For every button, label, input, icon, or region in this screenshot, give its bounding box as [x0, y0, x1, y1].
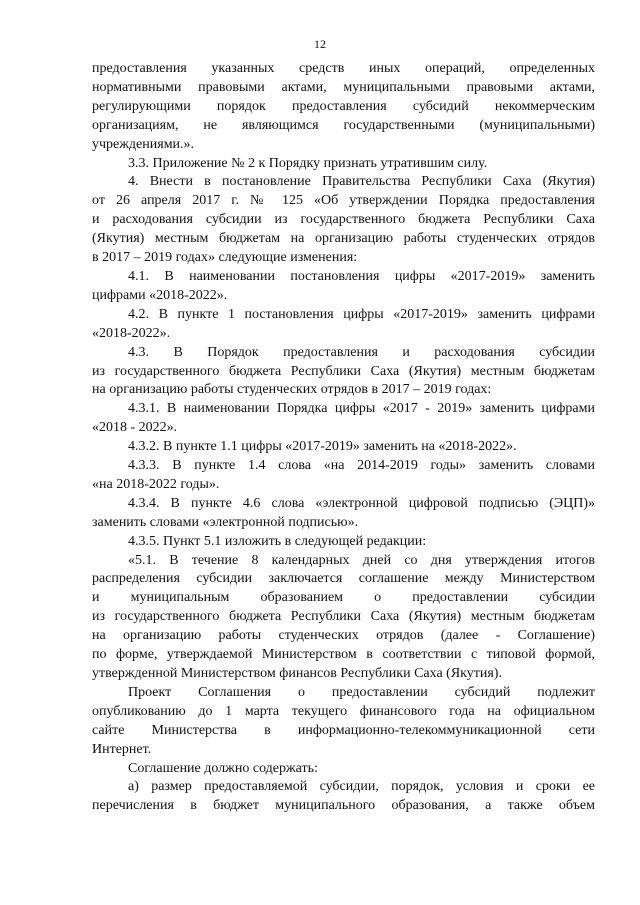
text-line: «2018-2022».: [92, 325, 171, 341]
text-line: «на 2018-2022 годы».: [92, 476, 220, 492]
text-line: 4. Внести в постановление Правительства Республики Саха (Якутия): [128, 174, 595, 190]
text-line: (Якутия) местным бюджетам на организацию работы студенческих отрядов: [92, 231, 595, 247]
text-line: 4.3.3. В пункте 1.4 слова «на 2014-2019 годы» заменить словами: [128, 458, 595, 474]
text-line: от 26 апреля 2017 г. № 125 «Об утверждении Порядка предоставления: [92, 193, 595, 209]
text-line: на организацию работы студенческих отрядов в 2017 – 2019 годах:: [92, 382, 492, 398]
text-line: утвержденной Министерством финансов Республики Саха (Якутия).: [92, 666, 502, 681]
page-number: 12: [314, 37, 326, 51]
text-line: 4.3. В Порядок предоставления и расходования субсидии: [128, 344, 595, 360]
text-line: опубликованию до 1 марта текущего финансового года на официальном: [92, 703, 595, 719]
text-line: а) размер предоставляемой субсидии, порядок, условия и сроки ее: [128, 779, 595, 795]
text-line: регулирующими порядок предоставления субсидий некоммерческим: [92, 98, 595, 114]
text-line: 3.3. Приложение № 2 к Порядку признать утратившим силу.: [128, 155, 488, 171]
text-line: «5.1. В течение 8 календарных дней со дня утверждения итогов: [128, 552, 595, 568]
text-line: 4.3.5. Пункт 5.1 изложить в следующей редакции:: [128, 533, 427, 549]
text-line: 4.1. В наименовании постановления цифры «2017-2019» заменить: [128, 268, 595, 284]
text-line: нормативными правовыми актами, муниципальными правовыми актами,: [92, 79, 595, 95]
text-line: на организацию работы студенческих отрядов (далее - Соглашение): [92, 628, 595, 644]
text-line: распределения субсидии заключается соглашение между Министерством: [92, 571, 595, 587]
text-line: цифрами «2018-2022».: [92, 287, 228, 303]
text-line: Соглашение должно содержать:: [128, 760, 318, 776]
document-body: [92, 60, 595, 816]
text-line: Проект Соглашения о предоставлении субсидий подлежит: [128, 684, 595, 700]
text-line: организациям, не являющимся государственными (муниципальными): [92, 117, 595, 133]
text-line: перечисления в бюджет муниципального образования, а также объем: [92, 798, 595, 814]
text-line: и муниципальным образованием о предоставлении субсидии: [92, 590, 595, 606]
text-line: учреждениями.».: [92, 136, 195, 152]
text-line: «2018 - 2022».: [92, 420, 178, 436]
text-line: 4.3.2. В пункте 1.1 цифры «2017-2019» заменить на «2018-2022».: [128, 439, 517, 455]
text-line: 4.3.4. В пункте 4.6 слова «электронной цифровой подписью (ЭЦП)»: [128, 495, 595, 511]
text-line: из государственного бюджета Республики Саха (Якутия) местным бюджетам: [92, 363, 595, 379]
text-line: и расходования субсидии из государственного бюджета Республики Саха: [92, 212, 595, 228]
text-line: заменить словами «электронной подписью».: [92, 514, 359, 530]
text-line: в 2017 – 2019 годах» следующие изменения:: [92, 250, 358, 266]
text-line: из государственного бюджета Республики Саха (Якутия) местным бюджетам: [92, 609, 595, 625]
text-line: предоставления указанных средств иных операций, определенных: [92, 61, 595, 76]
text-line: сайте Министерства в информационно-телекоммуникационной сети: [92, 722, 595, 738]
text-line: 4.2. В пункте 1 постановления цифры «2017-2019» заменить цифрами: [128, 306, 595, 322]
text-line: по форме, утверждаемой Министерством в соответствии с типовой формой,: [92, 647, 595, 663]
text-line: 4.3.1. В наименовании Порядка цифры «2017 - 2019» заменить цифрами: [128, 401, 595, 417]
text-line: Интернет.: [92, 741, 152, 757]
